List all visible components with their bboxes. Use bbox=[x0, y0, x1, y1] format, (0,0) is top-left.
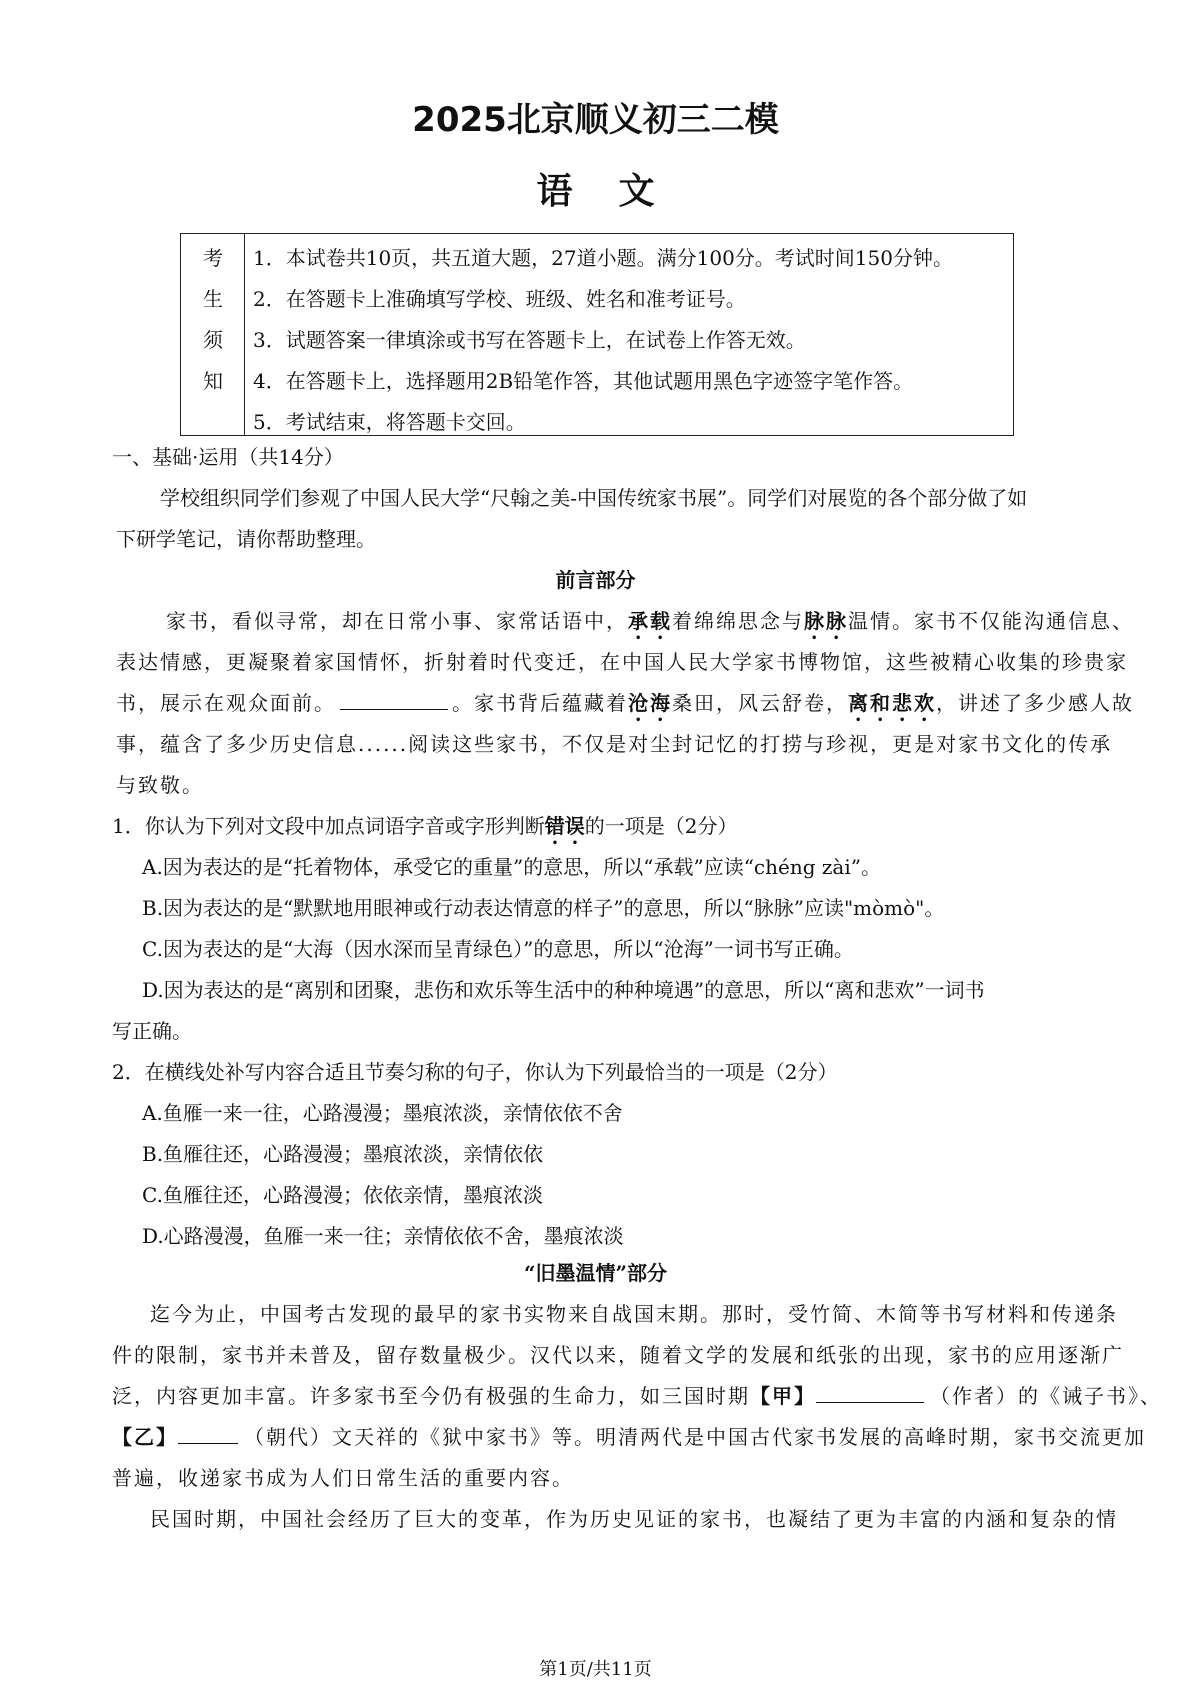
text-span: 家书，看似寻常，却在日常小事、家常话语中， bbox=[166, 609, 628, 633]
question-1-option: B.因为表达的是“默默地用眼神或行动表达情意的样子”的意思，所以“脉脉”应读"mòmò"。 bbox=[142, 896, 945, 920]
answer-blank bbox=[178, 1425, 238, 1444]
passage-line bbox=[112, 1380, 1162, 1409]
dotted-word: 离和悲欢 bbox=[848, 691, 936, 715]
text-span: （作者）的《诫子书》、 bbox=[930, 1384, 1162, 1408]
question-1-option-cont: 写正确。 bbox=[112, 1019, 192, 1043]
question-2-option: D.心路漫漫，鱼雁一来一往；亲情依依不舍，墨痕浓淡 bbox=[142, 1224, 624, 1248]
question-1-option: A.因为表达的是“托着物体，承受它的重量”的意思，所以“承载”应读“chéng zài”。 bbox=[142, 855, 881, 879]
text-span: 桑田，风云舒卷， bbox=[672, 691, 848, 715]
dotted-word: 承载 bbox=[628, 609, 672, 633]
dotted-word: 沧海 bbox=[628, 691, 672, 715]
text-span: 的一项是（2分） bbox=[584, 814, 738, 838]
text-span: 。家书背后蕴藏着 bbox=[452, 691, 628, 715]
passage-line: 事，蕴含了多少历史信息......阅读这些家书，不仅是对尘封记忆的打捞与珍视，更是对家书文化的传承 bbox=[116, 732, 1113, 756]
page-number: 第1页/共11页 bbox=[539, 1659, 652, 1680]
subject-title: 语文 bbox=[536, 171, 701, 212]
question-1-option: D.因为表达的是“离别和团聚，悲伤和欢乐等生活中的种种境遇”的意思，所以“离和悲欢”一词书 bbox=[142, 978, 985, 1002]
question-2-stem: 2．在横线处补写内容合适且节奏匀称的句子，你认为下列最恰当的一项是（2分） bbox=[112, 1060, 838, 1084]
dotted-word: 错误 bbox=[544, 814, 585, 838]
exam-notice-box bbox=[180, 233, 1014, 436]
passage-line: 表达情感，更凝聚着家国情怀，折射着时代变迁，在中国人民大学家书博物馆，这些被精心收集的珍贵家 bbox=[116, 650, 1128, 674]
passage-line bbox=[166, 605, 1134, 644]
intro-paragraph-line: 学校组织同学们参观了中国人民大学“尺翰之美-中国传统家书展”。同学们对展览的各个部分做了如 bbox=[160, 486, 1028, 510]
text-span: （朝代）文天祥的《狱中家书》等。明清两代是中国古代家书发展的高峰时期，家书交流更加 bbox=[244, 1425, 1146, 1449]
answer-blank bbox=[816, 1384, 924, 1403]
question-2-option: A.鱼雁一来一往，心路漫漫；墨痕浓淡，亲情依依不舍 bbox=[142, 1101, 623, 1125]
blank-label: 【甲】 bbox=[750, 1384, 816, 1408]
notice-label-char: 考 bbox=[203, 246, 223, 270]
intro-paragraph-line: 下研学笔记，请你帮助整理。 bbox=[116, 527, 376, 551]
question-1-option: C.因为表达的是“大海（因水深而呈青绿色）”的意思，所以“沧海”一词书写正确。 bbox=[142, 937, 854, 961]
passage-line: 普遍，收递家书成为人们日常生活的重要内容。 bbox=[112, 1466, 574, 1490]
passage-line: 与致敬。 bbox=[116, 773, 204, 797]
text-span: ，讲述了多少感人故 bbox=[936, 691, 1134, 715]
question-1-stem bbox=[112, 810, 737, 849]
notice-item: 2．在答题卡上准确填写学校、班级、姓名和准考证号。 bbox=[253, 287, 746, 311]
text-span: 书，展示在观众面前。 bbox=[116, 691, 336, 715]
passage-line bbox=[116, 687, 1134, 726]
notice-label-column bbox=[181, 234, 245, 435]
notice-item: 1．本试卷共10页，共五道大题，27道小题。满分100分。考试时间150分钟。 bbox=[253, 246, 953, 270]
text-span: 温情。家书不仅能沟通信息、 bbox=[848, 609, 1134, 633]
passage-line: 民国时期，中国社会经历了巨大的变革，作为历史见证的家书，也凝结了更为丰富的内涵和复杂的情 bbox=[150, 1507, 1118, 1531]
part-title-preface: 前言部分 bbox=[555, 568, 636, 592]
dotted-word: 脉脉 bbox=[804, 609, 848, 633]
notice-label-char: 生 bbox=[203, 287, 223, 311]
text-span: 着绵绵思念与 bbox=[672, 609, 804, 633]
blank-label: 【乙】 bbox=[112, 1425, 178, 1449]
section-heading: 一、基础·运用（共14分） bbox=[112, 445, 344, 469]
text-span: 1．你认为下列对文段中加点词语字音或字形判断 bbox=[112, 814, 545, 838]
answer-blank bbox=[340, 691, 448, 710]
passage-line bbox=[112, 1421, 1146, 1450]
notice-item: 5．考试结束，将答题卡交回。 bbox=[253, 410, 526, 434]
passage-line: 件的限制，家书并未普及，留存数量极少。汉代以来，随着文学的发展和纸张的出现，家书的应用逐渐广 bbox=[112, 1343, 1124, 1367]
exam-title: 2025北京顺义初三二模 bbox=[412, 100, 779, 140]
notice-label-char: 须 bbox=[203, 328, 223, 352]
question-2-option: C.鱼雁往还，心路漫漫；依依亲情，墨痕浓淡 bbox=[142, 1183, 543, 1207]
question-2-option: B.鱼雁往还，心路漫漫；墨痕浓淡，亲情依依 bbox=[142, 1142, 544, 1166]
text-span: 泛，内容更加丰富。许多家书至今仍有极强的生命力，如三国时期 bbox=[112, 1384, 750, 1408]
notice-label-char: 知 bbox=[203, 369, 223, 393]
part-title-old-ink: “旧墨温情”部分 bbox=[523, 1261, 667, 1285]
notice-item: 4．在答题卡上，选择题用2B铅笔作答，其他试题用黑色字迹签字笔作答。 bbox=[253, 369, 914, 393]
passage-line: 迄今为止，中国考古发现的最早的家书实物来自战国末期。那时，受竹简、木简等书写材料和传递条 bbox=[150, 1302, 1118, 1326]
notice-item: 3．试题答案一律填涂或书写在答题卡上，在试卷上作答无效。 bbox=[253, 328, 806, 352]
